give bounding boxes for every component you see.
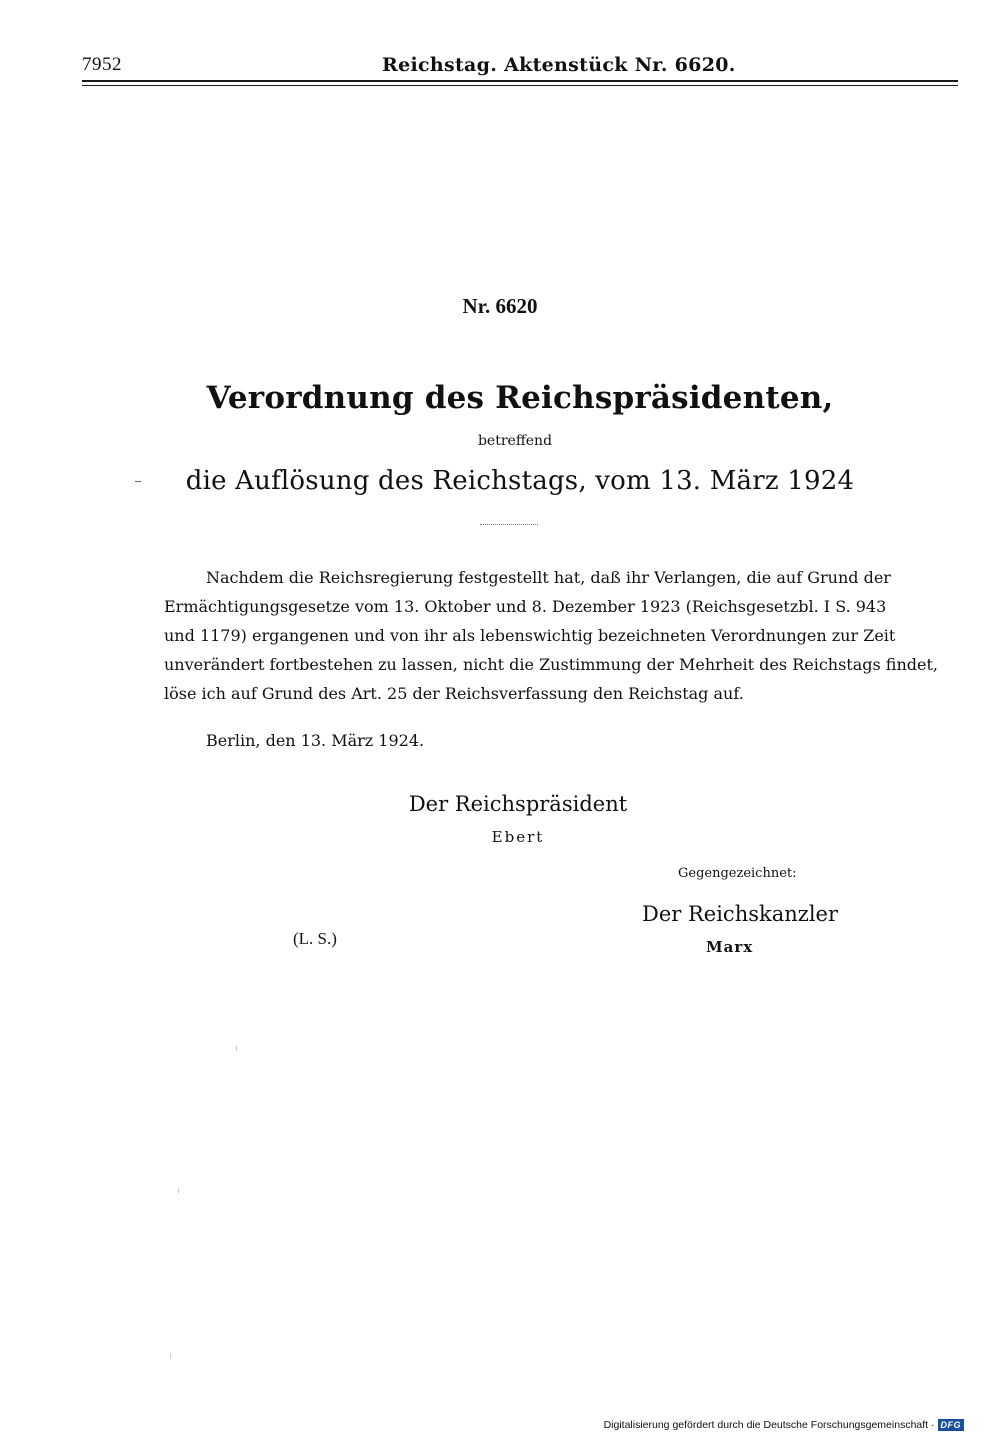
body-line: unverändert fortbestehen zu lassen, nicht die Zustimmung der Mehrheit des Reichstags findet,: [164, 655, 939, 674]
countersign-label: Gegengezeichnet:: [678, 866, 797, 881]
signatory-name-president: Ebert: [491, 828, 545, 846]
body-line: löse ich auf Grund des Art. 25 der Reichsverfassung den Reichstag auf.: [164, 684, 744, 703]
dfg-logo: DFG: [938, 1419, 965, 1431]
scan-speck: [170, 1353, 171, 1358]
signatory-title-chancellor: Der Reichskanzler: [642, 902, 839, 926]
signatory-title-president: Der Reichspräsident: [408, 792, 628, 816]
body-line: und 1179) ergangenen und von ihr als lebenswichtig bezeichneten Verordnungen zur Zeit: [164, 626, 896, 645]
body-line: Nachdem die Reichsregierung festgestellt hat, daß ihr Verlangen, die auf Grund der: [206, 568, 891, 587]
scan-speck: [236, 1046, 237, 1051]
digitization-footer: [604, 1418, 964, 1432]
seal-mark: (L. S.): [293, 929, 337, 948]
margin-mark: [135, 481, 141, 482]
document-subtitle-small: betreffend: [477, 433, 553, 449]
header-rule-thick: [82, 80, 958, 82]
page-header: [82, 54, 958, 78]
document-number: Nr. 6620: [462, 294, 538, 318]
running-head: Reichstag. Aktenstück Nr. 6620.: [382, 54, 736, 76]
document-title: Verordnung des Reichspräsidenten,: [206, 380, 834, 416]
header-rule-thin: [82, 85, 958, 86]
signatory-name-chancellor: Marx: [706, 938, 754, 956]
title-divider: [480, 524, 538, 525]
scan-speck: [178, 1188, 179, 1193]
document-subtitle: die Auflösung des Reichstags, vom 13. März 1924: [185, 466, 855, 496]
page-number: 7952: [82, 54, 122, 75]
body-paragraph: [164, 563, 939, 708]
body-line: Ermächtigungsgesetze vom 13. Oktober und 8. Dezember 1923 (Reichsgesetzbl. I S. 943: [164, 597, 887, 616]
footer-text: Digitalisierung gefördert durch die Deutsche Forschungsgemeinschaft ·: [603, 1419, 935, 1431]
place-date: Berlin, den 13. März 1924.: [206, 731, 425, 750]
